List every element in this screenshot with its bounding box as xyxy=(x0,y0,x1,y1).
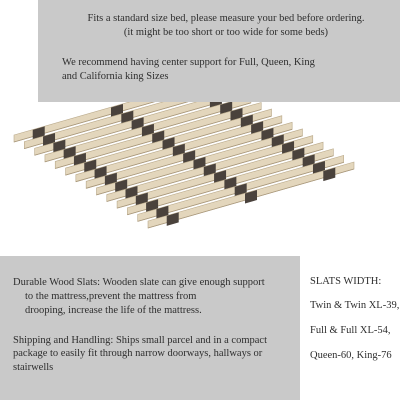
wood-feature-line-2: to the mattress,prevent the mattress from xyxy=(25,290,197,302)
slat-width-panel xyxy=(300,256,400,400)
slats-group xyxy=(14,102,354,228)
center-support-line-1: We recommend having center support for Full, Queen, King xyxy=(62,57,315,69)
bed-slats-illustration xyxy=(0,102,400,256)
wood-slats-feature xyxy=(13,276,292,318)
center-support-line-2: and California king Sizes xyxy=(62,70,169,82)
slat-strap xyxy=(167,212,179,226)
fit-note-panel xyxy=(38,0,400,102)
slat-width-size: Queen-60, King-76 xyxy=(310,350,392,361)
slat-width-size: Twin & Twin XL-39, xyxy=(310,300,400,311)
slat-width-heading: SLATS WIDTH: xyxy=(310,276,382,287)
slat-strap xyxy=(245,190,257,204)
shipping-feature-line-1: Shipping and Handling: Ships small parcel and in a compact xyxy=(13,334,267,346)
slat-width-size: Full & Full XL-54, xyxy=(310,325,391,336)
wood-feature-line-3: drooping, increase the life of the mattress. xyxy=(25,304,202,316)
shipping-feature-line-3: stairwells xyxy=(13,362,54,374)
fit-note-line-1: Fits a standard size bed, please measure your bed before ordering. xyxy=(87,13,365,24)
fit-note-line-2: (it might be too short or too wide for some beds) xyxy=(123,26,329,38)
slat-strap xyxy=(323,168,335,182)
shipping-feature-line-2: package to easily fit through narrow doorways, hallways or xyxy=(13,348,263,360)
wood-feature-line-1: Durable Wood Slats: Wooden slate can give enough support xyxy=(13,277,265,288)
features-panel xyxy=(0,256,300,400)
shipping-feature xyxy=(13,334,292,376)
